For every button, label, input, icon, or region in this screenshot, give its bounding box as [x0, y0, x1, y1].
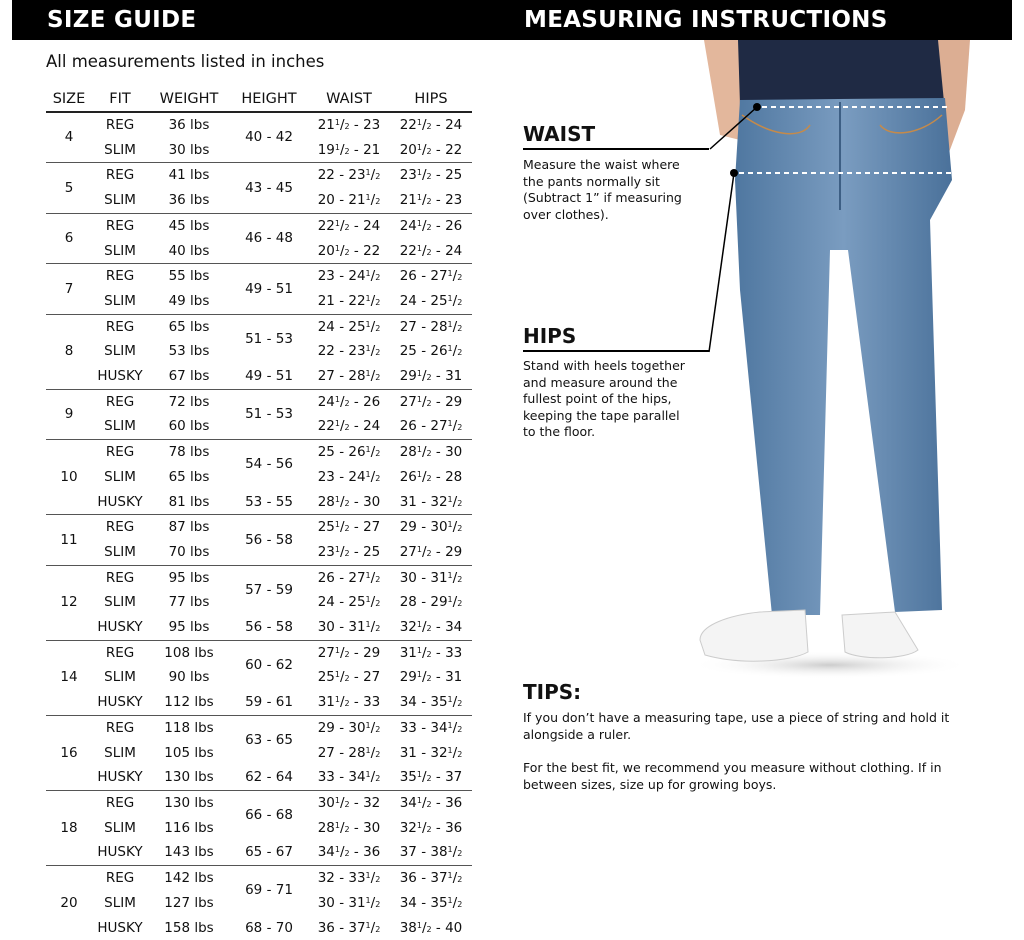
weight-cell: 45 lbs [148, 213, 230, 238]
weight-cell: 60 lbs [148, 414, 230, 439]
size-cell: 14 [46, 640, 92, 715]
table-row [46, 765, 472, 790]
table-row [46, 389, 472, 414]
hips-cell: $21^1/2 - 23$ [390, 188, 472, 213]
weight-cell: 40 lbs [148, 239, 230, 264]
table-row [46, 314, 472, 339]
hips-instructions: Stand with heels together and measure around the fullest point of the hips, keeping the tape parallel to the floor. [523, 358, 685, 441]
height-cell: 56 - 58 [230, 515, 308, 565]
col-hips: HIPS [390, 87, 472, 112]
hips-cell: $37 - 38^1/2$ [390, 840, 472, 865]
table-row [46, 916, 472, 940]
col-waist: WAIST [308, 87, 390, 112]
table-row [46, 264, 472, 289]
fit-cell: SLIM [92, 339, 148, 364]
height-cell: 43 - 45 [230, 163, 308, 213]
size-cell: 5 [46, 163, 92, 213]
table-row [46, 440, 472, 465]
weight-cell: 77 lbs [148, 590, 230, 615]
size-cell: 4 [46, 112, 92, 163]
waist-cell: $20 - 21^1/2$ [308, 188, 390, 213]
weight-cell: 53 lbs [148, 339, 230, 364]
hips-cell: $24^1/2 - 26$ [390, 213, 472, 238]
table-row [46, 615, 472, 640]
waist-cell: $33 - 34^1/2$ [308, 765, 390, 790]
hips-cell: $25 - 26^1/2$ [390, 339, 472, 364]
size-cell: 16 [46, 715, 92, 790]
weight-cell: 30 lbs [148, 138, 230, 163]
waist-cell: $23 - 24^1/2$ [308, 465, 390, 490]
waist-cell: $29 - 30^1/2$ [308, 715, 390, 740]
waist-cell: $24^1/2 - 26$ [308, 389, 390, 414]
fit-cell: REG [92, 715, 148, 740]
weight-cell: 78 lbs [148, 440, 230, 465]
shoe-left-icon [700, 610, 808, 661]
size-table [46, 87, 472, 940]
waist-cell: $36 - 37^1/2$ [308, 916, 390, 940]
waist-cell: $20^1/2 - 22$ [308, 239, 390, 264]
height-cell: 63 - 65 [230, 715, 308, 765]
waist-cell: $30 - 31^1/2$ [308, 891, 390, 916]
weight-cell: 65 lbs [148, 314, 230, 339]
hips-cell: $27^1/2 - 29$ [390, 389, 472, 414]
fit-cell: REG [92, 264, 148, 289]
weight-cell: 49 lbs [148, 289, 230, 314]
hips-cell: $32^1/2 - 34$ [390, 615, 472, 640]
waist-cell: $30 - 31^1/2$ [308, 615, 390, 640]
fit-cell: REG [92, 790, 148, 815]
weight-cell: 70 lbs [148, 540, 230, 565]
fit-cell: SLIM [92, 665, 148, 690]
fit-cell: HUSKY [92, 690, 148, 715]
table-row [46, 790, 472, 815]
weight-cell: 130 lbs [148, 765, 230, 790]
units-note: All measurements listed in inches [46, 52, 324, 71]
hips-cell: $34 - 35^1/2$ [390, 690, 472, 715]
hips-cell: $24 - 25^1/2$ [390, 289, 472, 314]
waist-cell: $25^1/2 - 27$ [308, 515, 390, 540]
fit-cell: REG [92, 112, 148, 138]
waist-cell: $31^1/2 - 33$ [308, 690, 390, 715]
weight-cell: 90 lbs [148, 665, 230, 690]
col-weight: WEIGHT [148, 87, 230, 112]
height-cell: 59 - 61 [230, 690, 308, 715]
weight-cell: 87 lbs [148, 515, 230, 540]
waist-cell: $24 - 25^1/2$ [308, 314, 390, 339]
hips-cell: $33 - 34^1/2$ [390, 715, 472, 740]
size-cell: 11 [46, 515, 92, 565]
hips-cell: $28^1/2 - 30$ [390, 440, 472, 465]
height-cell: 65 - 67 [230, 840, 308, 865]
waist-cell: $23 - 24^1/2$ [308, 264, 390, 289]
hips-cell: $38^1/2 - 40$ [390, 916, 472, 940]
weight-cell: 41 lbs [148, 163, 230, 188]
waist-cell: $22 - 23^1/2$ [308, 163, 390, 188]
waist-cell: $34^1/2 - 36$ [308, 840, 390, 865]
fit-cell: HUSKY [92, 615, 148, 640]
fit-cell: SLIM [92, 590, 148, 615]
table-row [46, 515, 472, 540]
waist-cell: $23^1/2 - 25$ [308, 540, 390, 565]
size-cell: 6 [46, 213, 92, 263]
weight-cell: 105 lbs [148, 741, 230, 766]
waist-cell: $21 - 22^1/2$ [308, 289, 390, 314]
hips-cell: $22^1/2 - 24$ [390, 239, 472, 264]
table-row [46, 163, 472, 188]
fit-cell: SLIM [92, 289, 148, 314]
fit-cell: HUSKY [92, 840, 148, 865]
hips-cell: $31 - 32^1/2$ [390, 490, 472, 515]
fit-cell: SLIM [92, 188, 148, 213]
height-cell: 40 - 42 [230, 112, 308, 163]
table-row [46, 112, 472, 138]
height-cell: 68 - 70 [230, 916, 308, 940]
fit-cell: HUSKY [92, 490, 148, 515]
waist-cell: $28^1/2 - 30$ [308, 490, 390, 515]
waist-cell: $22 - 23^1/2$ [308, 339, 390, 364]
table-row [46, 840, 472, 865]
table-row [46, 866, 472, 891]
size-cell: 20 [46, 866, 92, 940]
waist-cell: $27^1/2 - 29$ [308, 640, 390, 665]
weight-cell: 118 lbs [148, 715, 230, 740]
col-size: SIZE [46, 87, 92, 112]
hips-cell: $27^1/2 - 29$ [390, 540, 472, 565]
fit-cell: SLIM [92, 741, 148, 766]
tips-title: TIPS: [523, 680, 581, 704]
hips-cell: $22^1/2 - 24$ [390, 112, 472, 138]
col-fit: FIT [92, 87, 148, 112]
weight-cell: 127 lbs [148, 891, 230, 916]
weight-cell: 130 lbs [148, 790, 230, 815]
fit-cell: SLIM [92, 465, 148, 490]
height-cell: 69 - 71 [230, 866, 308, 916]
hips-cell: $35^1/2 - 37$ [390, 765, 472, 790]
weight-cell: 95 lbs [148, 615, 230, 640]
fit-cell: REG [92, 163, 148, 188]
weight-cell: 143 lbs [148, 840, 230, 865]
hips-cell: $34 - 35^1/2$ [390, 891, 472, 916]
waist-cell: $22^1/2 - 24$ [308, 213, 390, 238]
size-cell: 9 [46, 389, 92, 439]
hips-cell: $31 - 32^1/2$ [390, 741, 472, 766]
height-cell: 57 - 59 [230, 565, 308, 615]
height-cell: 51 - 53 [230, 314, 308, 364]
waist-instructions: Measure the waist where the pants normally sit (Subtract 1” if measuring over clothes). [523, 157, 682, 223]
hips-cell: $29 - 30^1/2$ [390, 515, 472, 540]
fit-cell: REG [92, 515, 148, 540]
weight-cell: 55 lbs [148, 264, 230, 289]
size-guide-header [12, 0, 512, 40]
waist-cell: $27 - 28^1/2$ [308, 741, 390, 766]
height-cell: 49 - 51 [230, 364, 308, 389]
weight-cell: 36 lbs [148, 188, 230, 213]
weight-cell: 81 lbs [148, 490, 230, 515]
table-row [46, 490, 472, 515]
waist-cell: $30^1/2 - 32$ [308, 790, 390, 815]
weight-cell: 65 lbs [148, 465, 230, 490]
tip-2: For the best fit, we recommend you measure without clothing. If in between sizes, size up for growing boys. [523, 760, 993, 793]
fit-cell: HUSKY [92, 364, 148, 389]
weight-cell: 67 lbs [148, 364, 230, 389]
fit-cell: HUSKY [92, 916, 148, 940]
weight-cell: 36 lbs [148, 112, 230, 138]
hips-cell: $26 - 27^1/2$ [390, 264, 472, 289]
shoe-right-icon [842, 612, 918, 658]
weight-cell: 95 lbs [148, 565, 230, 590]
table-row [46, 364, 472, 389]
waist-cell: $25 - 26^1/2$ [308, 440, 390, 465]
waist-cell: $32 - 33^1/2$ [308, 866, 390, 891]
height-cell: 56 - 58 [230, 615, 308, 640]
hips-cell: $29^1/2 - 31$ [390, 364, 472, 389]
size-cell: 12 [46, 565, 92, 640]
measuring-instructions-title: MEASURING INSTRUCTIONS [524, 7, 888, 33]
waist-cell: $24 - 25^1/2$ [308, 590, 390, 615]
weight-cell: 108 lbs [148, 640, 230, 665]
weight-cell: 116 lbs [148, 816, 230, 841]
waist-cell: $19^1/2 - 21$ [308, 138, 390, 163]
fit-cell: REG [92, 866, 148, 891]
size-cell: 10 [46, 440, 92, 515]
hips-cell: $36 - 37^1/2$ [390, 866, 472, 891]
waist-cell: $21^1/2 - 23$ [308, 112, 390, 138]
table-row [46, 715, 472, 740]
hips-cell: $34^1/2 - 36$ [390, 790, 472, 815]
weight-cell: 142 lbs [148, 866, 230, 891]
table-row [46, 213, 472, 238]
height-cell: 53 - 55 [230, 490, 308, 515]
height-cell: 46 - 48 [230, 213, 308, 263]
hips-cell: $31^1/2 - 33$ [390, 640, 472, 665]
fit-cell: HUSKY [92, 765, 148, 790]
col-height: HEIGHT [230, 87, 308, 112]
fit-cell: REG [92, 314, 148, 339]
weight-cell: 72 lbs [148, 389, 230, 414]
height-cell: 66 - 68 [230, 790, 308, 840]
height-cell: 49 - 51 [230, 264, 308, 314]
size-cell: 7 [46, 264, 92, 314]
weight-cell: 112 lbs [148, 690, 230, 715]
waist-cell: $26 - 27^1/2$ [308, 565, 390, 590]
table-row [46, 565, 472, 590]
hips-cell: $32^1/2 - 36$ [390, 816, 472, 841]
height-cell: 62 - 64 [230, 765, 308, 790]
fit-cell: SLIM [92, 540, 148, 565]
waist-cell: $28^1/2 - 30$ [308, 816, 390, 841]
waist-cell: $25^1/2 - 27$ [308, 665, 390, 690]
size-guide-title: SIZE GUIDE [47, 7, 196, 33]
measuring-instructions-header [512, 0, 1012, 40]
fit-cell: REG [92, 389, 148, 414]
fit-cell: SLIM [92, 891, 148, 916]
fit-cell: SLIM [92, 239, 148, 264]
height-cell: 51 - 53 [230, 389, 308, 439]
fit-cell: REG [92, 640, 148, 665]
fit-cell: SLIM [92, 816, 148, 841]
size-cell: 8 [46, 314, 92, 389]
fit-cell: REG [92, 213, 148, 238]
waist-divider [523, 148, 709, 150]
waist-cell: $22^1/2 - 24$ [308, 414, 390, 439]
table-header-row [46, 87, 472, 112]
table-row [46, 640, 472, 665]
hips-cell: $27 - 28^1/2$ [390, 314, 472, 339]
hips-cell: $23^1/2 - 25$ [390, 163, 472, 188]
waist-cell: $27 - 28^1/2$ [308, 364, 390, 389]
fit-cell: REG [92, 565, 148, 590]
size-table-body [46, 112, 472, 940]
size-cell: 18 [46, 790, 92, 865]
hips-cell: $28 - 29^1/2$ [390, 590, 472, 615]
fit-cell: REG [92, 440, 148, 465]
weight-cell: 158 lbs [148, 916, 230, 940]
height-cell: 60 - 62 [230, 640, 308, 690]
waist-title: WAIST [523, 122, 595, 146]
height-cell: 54 - 56 [230, 440, 308, 490]
hips-cell: $26^1/2 - 28$ [390, 465, 472, 490]
hips-cell: $20^1/2 - 22$ [390, 138, 472, 163]
hips-divider [523, 350, 709, 352]
fit-cell: SLIM [92, 138, 148, 163]
hips-cell: $30 - 31^1/2$ [390, 565, 472, 590]
fit-cell: SLIM [92, 414, 148, 439]
hips-cell: $29^1/2 - 31$ [390, 665, 472, 690]
tip-1: If you don’t have a measuring tape, use a piece of string and hold it alongside a ruler. [523, 710, 993, 743]
table-row [46, 690, 472, 715]
hips-cell: $26 - 27^1/2$ [390, 414, 472, 439]
hips-title: HIPS [523, 324, 576, 348]
